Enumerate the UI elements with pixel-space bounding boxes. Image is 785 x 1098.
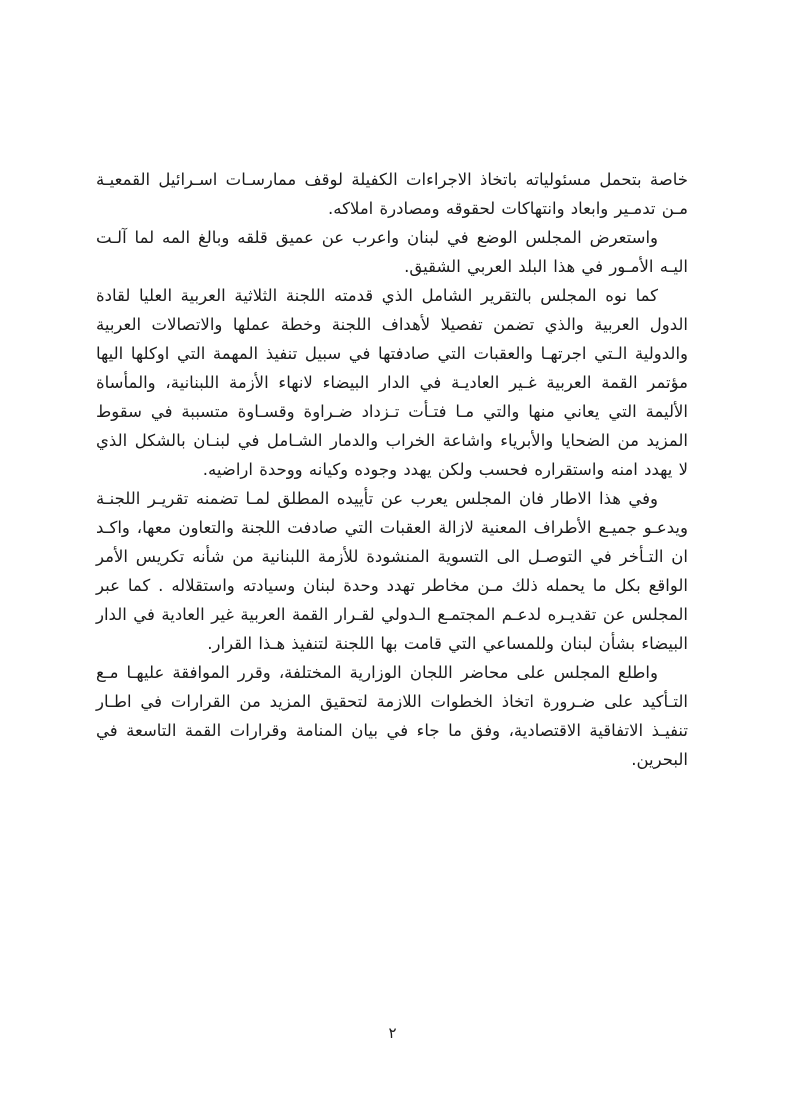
paragraph: واستعرض المجلس الوضع في لبنان واعرب عن عميق قلقه وبالغ المه لما آلـت اليـه الأمـور في هذا البلد العربي الشقيق. xyxy=(96,228,688,276)
paragraph: كما نوه المجلس بالتقرير الشامل الذي قدمته اللجنة الثلاثية العربية العليا لقادة الدول العربية والذي تضمن تفصيلا لأهداف اللجنة وخطة عملها والاتصالات العربية والدولية الـتي اجرتهـا والعقبات التي صادفتها في سبيل تنفيذ المهمة التي اوكلها اليها مؤتمر القمة العربية غـير العاديـة في الدار البيضاء لانهاء الأزمة اللبنانية، والمأساة الأليمة التي يعاني منها والتي مـا فتـأت تـزداد ضـراوة وقسـاوة متسببة في سقوط المزيد من الضحايا والأبرياء واشاعة الخراب والدمار الشـامل في لبنـان بالشكل الذي لا يهدد امنه واستقراره فحسب ولكن يهدد وجوده وكيانه ووحدة اراضيه. xyxy=(96,286,688,479)
paragraph: خاصة بتحمل مسئولياته باتخاذ الاجراءات الكفيلة لوقف ممارسـات اسـرائيل القمعيـة مـن تدمـير وابعاد وانتهاكات لحقوقه ومصادرة املاكه. xyxy=(96,170,688,218)
text-block xyxy=(96,165,688,774)
paragraph: وفي هذا الاطار فان المجلس يعرب عن تأييده المطلق لمـا تضمنه تقريـر اللجنـة ويدعـو جميـع الأطراف المعنية لازالة العقبات التي صادفت اللجنة والتعاون معها، واكـد ان التـأخر في التوصـل الى التسوية المنشودة للأزمة اللبنانية من شأنه تكريس الأمر الواقع بكل ما يحمله ذلك مـن مخاطر تهدد وحدة لبنان وسيادته واستقلاله . كما عبر المجلس عن تقديـره لدعـم المجتمـع الـدولي لقـرار القمة العربية غير العادية في الدار البيضاء بشأن لبنان وللمساعي التي قامت بها اللجنة لتنفيذ هـذا القرار. xyxy=(96,489,688,653)
paragraph: واطلع المجلس على محاضر اللجان الوزارية المختلفة، وقرر الموافقة عليهـا مـع التـأكيد على ضـرورة اتخاذ الخطوات اللازمة لتحقيق المزيد من القرارات في اطـار تنفيـذ الاتفاقية الاقتصادية، وفق ما جاء في بيان المنامة وقرارات القمة التاسعة في البحرين. xyxy=(96,663,688,769)
page-number: ٢ xyxy=(388,1024,397,1042)
